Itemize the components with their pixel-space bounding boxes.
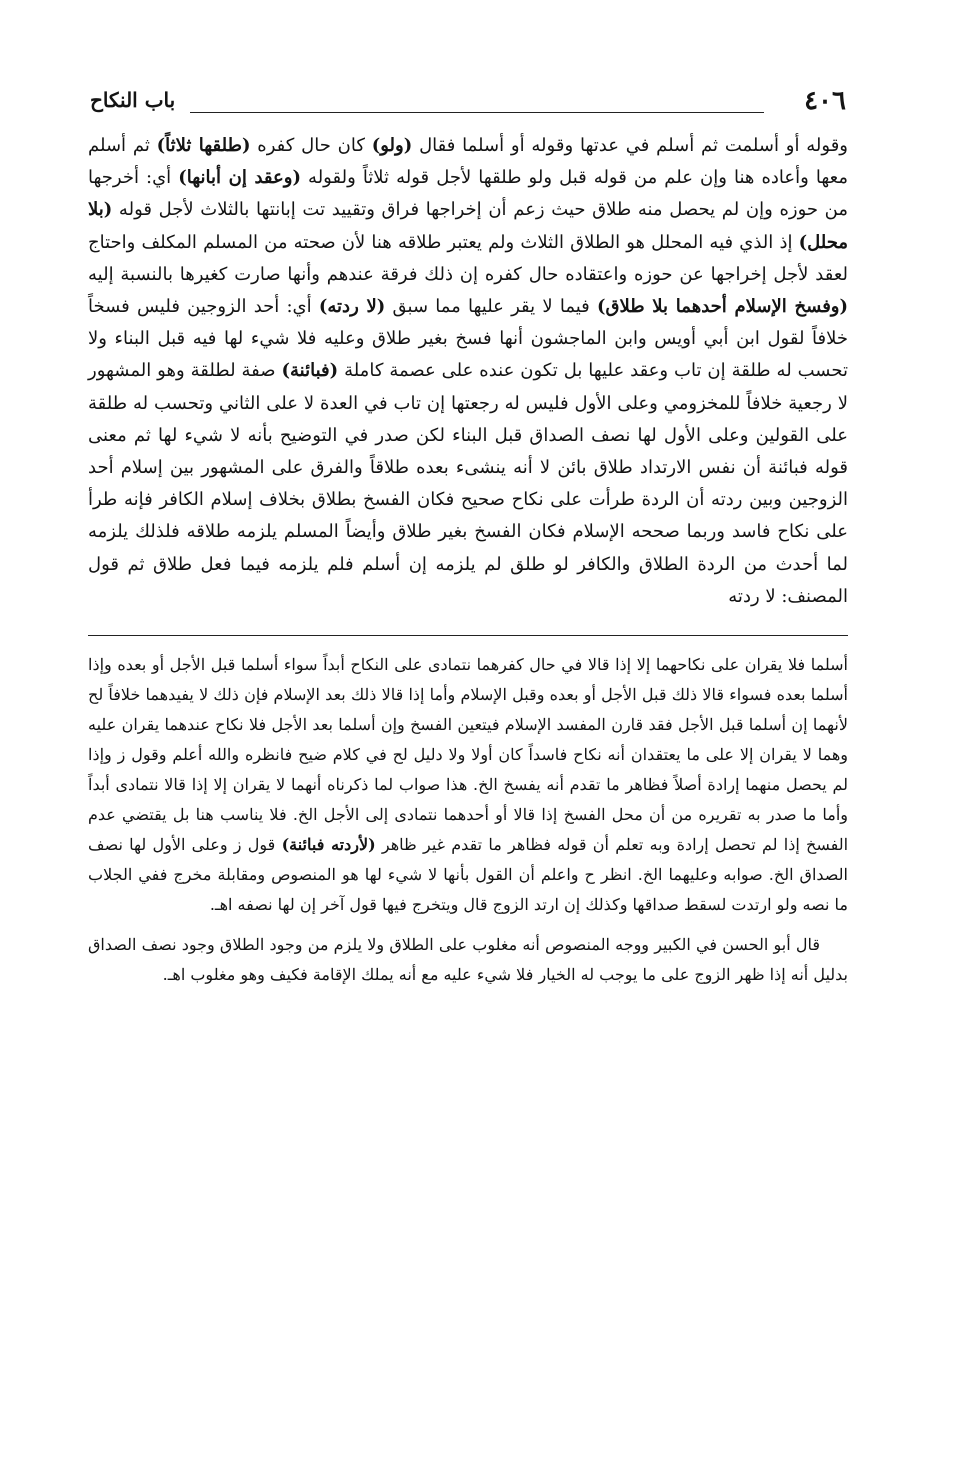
footnote-paragraph: قال أبو الحسن في الكبير ووجه المنصوص أنه مغلوب على الطلاق ولا يلزم من وجود الطلاق وجود نصف الصداق بدليل أنه إذا ظهر الزوج على ما يوجب له الخيار فلا شيء عليه مع أنه يملك الإقامة فكيف وهو مغلوب اهـ. bbox=[88, 935, 848, 985]
page-number: ٤٠٦ bbox=[804, 86, 846, 116]
main-segment: إذ الذي فيه المحلل هو الطلاق الثلاث ولم يعتبر طلاقه هنا لأن صحته من المسلم المكلف واحتاج لعقد لأجل إخراجها عن حوزه واعتقاده حال كفره إن ذلك فرقة عندهم وأنها صارت كغيرها بالنسبة إليه bbox=[88, 231, 848, 285]
main-segment: أي: أخرجها من حوزه وإن لم يحصل منه طلاق حيث زعم أن إخراجها فراق وتقييد تت إبانتها بالثلاث لأجل قوله bbox=[88, 167, 848, 221]
main-text bbox=[88, 130, 848, 613]
footnote-paragraph bbox=[88, 650, 848, 920]
main-segment: صفة لطلقة وهو المشهور لا رجعية خلافاً للمخزومي وعلى الأول فليس له رجعتها إن تاب في العدة لا على الثاني وتحسب له طلقة على القولين وعلى الأول لها نصف الصداق قبل البناء لكن صدر في التوضيح بأنه لا شيء لها ثم معنى قوله فبائنة أن نفس الارتداد طلاق بائن لا أنه ينشىء بعده طلاقاً والفرق على المشهور بين إسلام أحد الزوجين وبين ردته أن الردة طرأت على نكاح صحيح فكان الفسخ بطلاق بخلاف إسلام الكافر فإنه طرأ على نكاح فاسد وربما صححه الإسلام فكان الفسخ بغير طلاق وأيضاً المسلم يلزمه طلاقه فلذلك يلزمه لما أحدث من الردة الطلاق والكافر لو طلق لم يلزمه إن أسلم فلم يلزمه فيما فعل طلاق ثم قول المصنف: لا ردته bbox=[88, 360, 848, 607]
chapter-title: باب النكاح bbox=[90, 88, 176, 112]
main-segment: فيما لا يقر عليها مما سبق bbox=[385, 296, 597, 318]
footnote-segment-bold: (لأردته فبائنة) bbox=[281, 835, 376, 855]
main-segment-bold: (فبائنة) bbox=[281, 360, 339, 382]
main-segment: ثم أسلم معها وأعاده هنا وإن علم من قوله قبل ولو طلقها لأجل قوله ثلاثاً ولقوله bbox=[88, 135, 848, 189]
main-segment-bold: (ولو) bbox=[371, 135, 413, 156]
footnote-segment: قول ز وعلى الأول لها نصف الصداق الخ. صوابه وعليهما الخ. انظر ح واعلم أن القول بأنها لا شيء لها هو المنصوص ومقابلة مخرج ففي الجلاب ما نصه ولو ارتدت لسقط صداقها وكذلك إن ارتد الزوج قال ويتخرج فيها قول آخر إن لها نصفه اهـ. bbox=[88, 835, 848, 915]
main-segment: وقوله أو أسلمت ثم أسلم في عدتها وقوله أو أسلما فقال bbox=[412, 135, 848, 156]
main-segment: أي: أحد الزوجين فليس فسخاً خلافاً لقول ابن أبي أويس وابن الماجشون أنها فسخ بغير طلاق وعليه فلا شيء لها فيه قبل البناء ولا تحسب له طلقة إن تاب وعقد عليها بل تكون عنده على عصمة كاملة bbox=[88, 296, 848, 382]
header-rule bbox=[190, 112, 764, 113]
main-segment-bold: (لا ردته) bbox=[318, 296, 386, 318]
main-segment-bold: (بلا محلل) bbox=[88, 199, 848, 253]
main-segment-bold: (طلقها ثلاثاً) bbox=[156, 135, 251, 156]
footnote-segment: أسلما فلا يقران على نكاحهما إلا إذا قالا في حال كفرهما نتمادى على النكاح أبداً سواء أسلما قبل الأجل أو بعده وإذا أسلما بعده فسواء قالا ذلك قبل الأجل أو بعده وقبل الإسلام وأما إذا قالا ذلك بعد الإسلام فإن ذلك لا يفيدهما خلافاً لح لأنهما إن أسلما قبل الأجل فقد قارن المفسد الإسلام فيتعين الفسخ وإن أسلما بعد الأجل فلا نكاح عندهما يقران عليه وهما لا يقران إلا على ما يعتقدان أنه نكاح فاسداً كان أولا ولا دليل لح في كلام ضيح فانظره والله أعلم وقول ز وإذا لم يحصل منهما إرادة أصلاً فظاهر ما تقدم أنه يفسخ الخ. هذا صواب لما ذكرناه أنهما لا يقران إلا إذا قالا نتمادى أبداً وأما ما صدر به تقريره من أن محل الفسخ إذا قالا أو أحدهما نتمادى إلى الأجل الخ. فلا يناسب هنا بل يقتضي عدم الفسخ إذا لم تحصل إرادة وبه تعلم أن قوله فظاهر ما تقدم غير ظاهر bbox=[88, 655, 849, 855]
main-segment-bold: (وفسخ الإسلام أحدهما بلا طلاق) bbox=[597, 296, 849, 318]
main-segment: كان حال كفره bbox=[250, 135, 372, 156]
main-segment-bold: (وعقد إن أبانها) bbox=[178, 167, 301, 189]
footnote-divider bbox=[88, 635, 848, 636]
book-page bbox=[88, 84, 848, 990]
page-header bbox=[88, 84, 848, 124]
